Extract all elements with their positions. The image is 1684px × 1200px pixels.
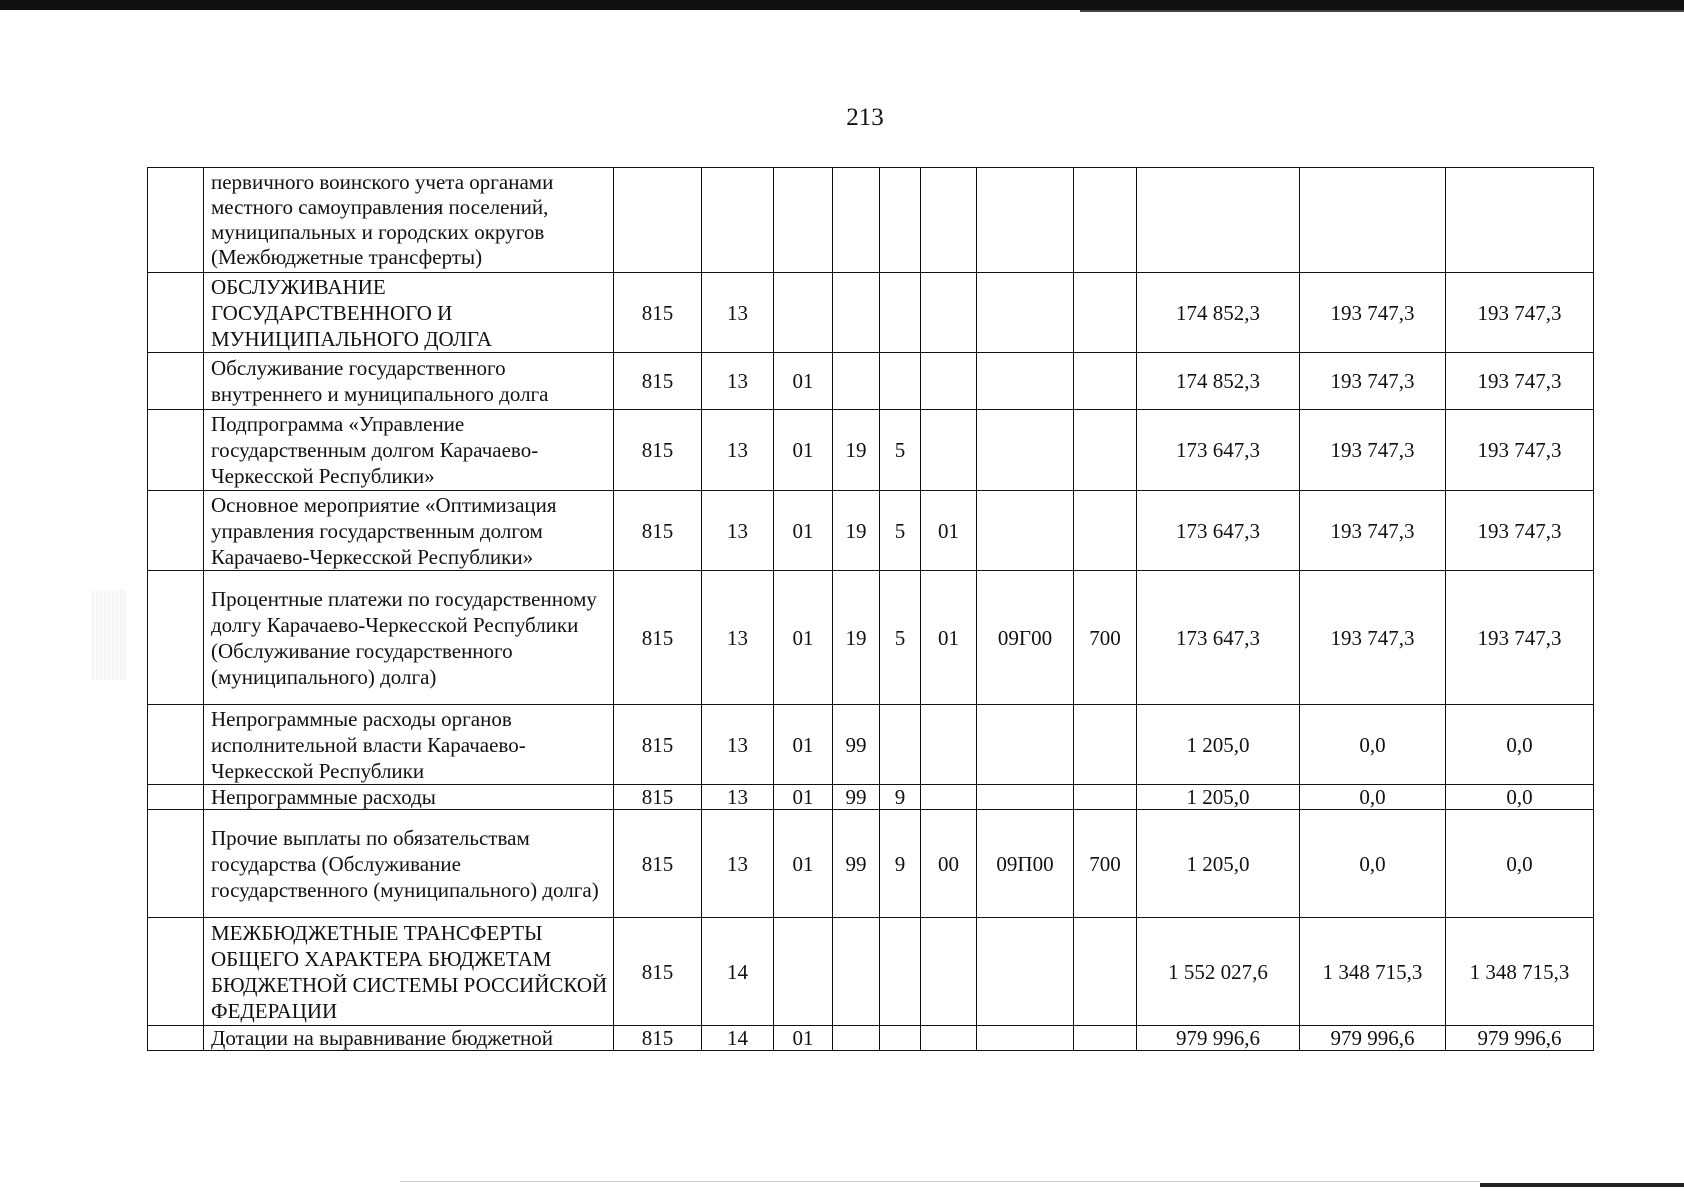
- table-row: [148, 410, 1594, 491]
- admin-code: 815: [614, 918, 702, 1026]
- sum-year-1: 1 205,0: [1137, 785, 1300, 810]
- subprogram-code: 5: [880, 410, 921, 491]
- sum-year-3: 0,0: [1446, 705, 1594, 785]
- subsection-code: [774, 168, 833, 273]
- direction-code: [977, 918, 1074, 1026]
- expense-name: Непрограммные расходы: [204, 785, 614, 810]
- direction-code: [977, 705, 1074, 785]
- program-code: 19: [833, 491, 880, 571]
- sum-year-1: 173 647,3: [1137, 410, 1300, 491]
- sum-year-1: 174 852,3: [1137, 353, 1300, 410]
- program-code: [833, 168, 880, 273]
- sum-year-2: 979 996,6: [1300, 1026, 1446, 1051]
- table-row: [148, 273, 1594, 353]
- expense-name: ОБСЛУЖИВАНИЕ ГОСУДАРСТВЕННОГО И МУНИЦИПАЛЬНОГО ДОЛГА: [204, 273, 614, 353]
- scan-noise: [92, 590, 126, 680]
- section-code: 13: [702, 353, 774, 410]
- sum-year-1: 1 205,0: [1137, 810, 1300, 918]
- sum-year-1: 173 647,3: [1137, 571, 1300, 705]
- admin-code: 815: [614, 1026, 702, 1051]
- event-code: [921, 785, 977, 810]
- table-row: [148, 571, 1594, 705]
- expense-name: Прочие выплаты по обязательствам государства (Обслуживание государственного (муниципального) долга): [204, 810, 614, 918]
- admin-code: 815: [614, 410, 702, 491]
- expense-name: Процентные платежи по государственному долгу Карачаево-Черкесской Республики (Обслуживание государственного (муниципального) долга): [204, 571, 614, 705]
- row-number-cell: [148, 410, 204, 491]
- program-code: 99: [833, 810, 880, 918]
- event-code: 01: [921, 491, 977, 571]
- table-row: [148, 918, 1594, 1026]
- subprogram-code: [880, 273, 921, 353]
- row-number-cell: [148, 785, 204, 810]
- program-code: [833, 1026, 880, 1051]
- section-code: 13: [702, 491, 774, 571]
- sum-year-3: 193 747,3: [1446, 491, 1594, 571]
- expense-name: Непрограммные расходы органов исполнительной власти Карачаево-Черкесской Республики: [204, 705, 614, 785]
- expense-type-code: [1074, 410, 1137, 491]
- section-code: 13: [702, 785, 774, 810]
- sum-year-3: 193 747,3: [1446, 353, 1594, 410]
- program-code: [833, 273, 880, 353]
- expense-name: Обслуживание государственного внутреннего и муниципального долга: [204, 353, 614, 410]
- subprogram-code: 5: [880, 571, 921, 705]
- direction-code: 09П00: [977, 810, 1074, 918]
- expense-name: Основное мероприятие «Оптимизация управления государственным долгом Карачаево-Черкесской Республики»: [204, 491, 614, 571]
- bottom-border-rule: [1480, 1183, 1684, 1187]
- sum-year-3: 193 747,3: [1446, 410, 1594, 491]
- sum-year-1: 1 205,0: [1137, 705, 1300, 785]
- sum-year-2: 193 747,3: [1300, 353, 1446, 410]
- budget-table: [147, 167, 1594, 1051]
- direction-code: [977, 168, 1074, 273]
- subprogram-code: [880, 353, 921, 410]
- sum-year-3: [1446, 168, 1594, 273]
- program-code: 19: [833, 571, 880, 705]
- subprogram-code: [880, 1026, 921, 1051]
- expense-type-code: [1074, 785, 1137, 810]
- subsection-code: [774, 918, 833, 1026]
- row-number-cell: [148, 918, 204, 1026]
- admin-code: 815: [614, 785, 702, 810]
- sum-year-2: 1 348 715,3: [1300, 918, 1446, 1026]
- subprogram-code: [880, 168, 921, 273]
- row-number-cell: [148, 168, 204, 273]
- subprogram-code: 9: [880, 785, 921, 810]
- expense-type-code: 700: [1074, 810, 1137, 918]
- sum-year-3: 193 747,3: [1446, 571, 1594, 705]
- direction-code: [977, 785, 1074, 810]
- admin-code: 815: [614, 571, 702, 705]
- table-row: [148, 785, 1594, 810]
- subsection-code: 01: [774, 785, 833, 810]
- table-row: [148, 1026, 1594, 1051]
- section-code: 13: [702, 705, 774, 785]
- expense-type-code: [1074, 273, 1137, 353]
- direction-code: [977, 410, 1074, 491]
- expense-type-code: [1074, 918, 1137, 1026]
- event-code: [921, 705, 977, 785]
- table-row: [148, 491, 1594, 571]
- sum-year-1: [1137, 168, 1300, 273]
- sum-year-2: 193 747,3: [1300, 571, 1446, 705]
- bottom-scan-line: [400, 1181, 1480, 1182]
- expense-type-code: [1074, 353, 1137, 410]
- admin-code: [614, 168, 702, 273]
- event-code: [921, 918, 977, 1026]
- admin-code: 815: [614, 353, 702, 410]
- sum-year-1: 1 552 027,6: [1137, 918, 1300, 1026]
- sum-year-2: 193 747,3: [1300, 491, 1446, 571]
- section-code: [702, 168, 774, 273]
- sum-year-2: 193 747,3: [1300, 273, 1446, 353]
- sum-year-1: 979 996,6: [1137, 1026, 1300, 1051]
- subsection-code: 01: [774, 810, 833, 918]
- expense-name: Подпрограмма «Управление государственным долгом Карачаево-Черкесской Республики»: [204, 410, 614, 491]
- top-border-rule: [0, 0, 1684, 10]
- sum-year-1: 173 647,3: [1137, 491, 1300, 571]
- direction-code: [977, 491, 1074, 571]
- row-number-cell: [148, 571, 204, 705]
- sum-year-3: 193 747,3: [1446, 273, 1594, 353]
- subsection-code: 01: [774, 571, 833, 705]
- subprogram-code: 9: [880, 810, 921, 918]
- section-code: 13: [702, 810, 774, 918]
- sum-year-3: 979 996,6: [1446, 1026, 1594, 1051]
- expense-name: МЕЖБЮДЖЕТНЫЕ ТРАНСФЕРТЫ ОБЩЕГО ХАРАКТЕРА БЮДЖЕТАМ БЮДЖЕТНОЙ СИСТЕМЫ РОССИЙСКОЙ ФЕДЕРАЦИИ: [204, 918, 614, 1026]
- section-code: 14: [702, 1026, 774, 1051]
- program-code: [833, 353, 880, 410]
- section-code: 13: [702, 571, 774, 705]
- row-number-cell: [148, 491, 204, 571]
- top-border-rule-thin: [1080, 10, 1684, 12]
- sum-year-3: 0,0: [1446, 810, 1594, 918]
- program-code: [833, 918, 880, 1026]
- event-code: [921, 410, 977, 491]
- section-code: 14: [702, 918, 774, 1026]
- expense-type-code: [1074, 1026, 1137, 1051]
- direction-code: [977, 273, 1074, 353]
- expense-type-code: [1074, 491, 1137, 571]
- event-code: [921, 353, 977, 410]
- row-number-cell: [148, 273, 204, 353]
- direction-code: [977, 1026, 1074, 1051]
- subsection-code: 01: [774, 491, 833, 571]
- subsection-code: [774, 273, 833, 353]
- program-code: 19: [833, 410, 880, 491]
- event-code: [921, 273, 977, 353]
- expense-name: Дотации на выравнивание бюджетной: [204, 1026, 614, 1051]
- row-number-cell: [148, 1026, 204, 1051]
- subsection-code: 01: [774, 1026, 833, 1051]
- section-code: 13: [702, 410, 774, 491]
- program-code: 99: [833, 705, 880, 785]
- subprogram-code: [880, 705, 921, 785]
- sum-year-3: 1 348 715,3: [1446, 918, 1594, 1026]
- expense-type-code: [1074, 168, 1137, 273]
- sum-year-1: 174 852,3: [1137, 273, 1300, 353]
- event-code: 00: [921, 810, 977, 918]
- sum-year-2: 0,0: [1300, 705, 1446, 785]
- expense-name: первичного воинского учета органами местного самоуправления поселений, муниципальных и городских округов (Межбюджетные трансферты): [204, 168, 614, 273]
- subprogram-code: [880, 918, 921, 1026]
- page-number: 213: [846, 104, 884, 131]
- expense-type-code: [1074, 705, 1137, 785]
- expense-type-code: 700: [1074, 571, 1137, 705]
- row-number-cell: [148, 353, 204, 410]
- event-code: 01: [921, 571, 977, 705]
- table-row: [148, 810, 1594, 918]
- row-number-cell: [148, 810, 204, 918]
- event-code: [921, 1026, 977, 1051]
- direction-code: [977, 353, 1074, 410]
- direction-code: 09Г00: [977, 571, 1074, 705]
- subsection-code: 01: [774, 705, 833, 785]
- sum-year-2: 0,0: [1300, 785, 1446, 810]
- sum-year-2: [1300, 168, 1446, 273]
- subprogram-code: 5: [880, 491, 921, 571]
- row-number-cell: [148, 705, 204, 785]
- section-code: 13: [702, 273, 774, 353]
- table-row: [148, 168, 1594, 273]
- sum-year-2: 0,0: [1300, 810, 1446, 918]
- table-row: [148, 705, 1594, 785]
- admin-code: 815: [614, 810, 702, 918]
- subsection-code: 01: [774, 410, 833, 491]
- admin-code: 815: [614, 273, 702, 353]
- sum-year-2: 193 747,3: [1300, 410, 1446, 491]
- table-row: [148, 353, 1594, 410]
- admin-code: 815: [614, 491, 702, 571]
- event-code: [921, 168, 977, 273]
- sum-year-3: 0,0: [1446, 785, 1594, 810]
- admin-code: 815: [614, 705, 702, 785]
- program-code: 99: [833, 785, 880, 810]
- subsection-code: 01: [774, 353, 833, 410]
